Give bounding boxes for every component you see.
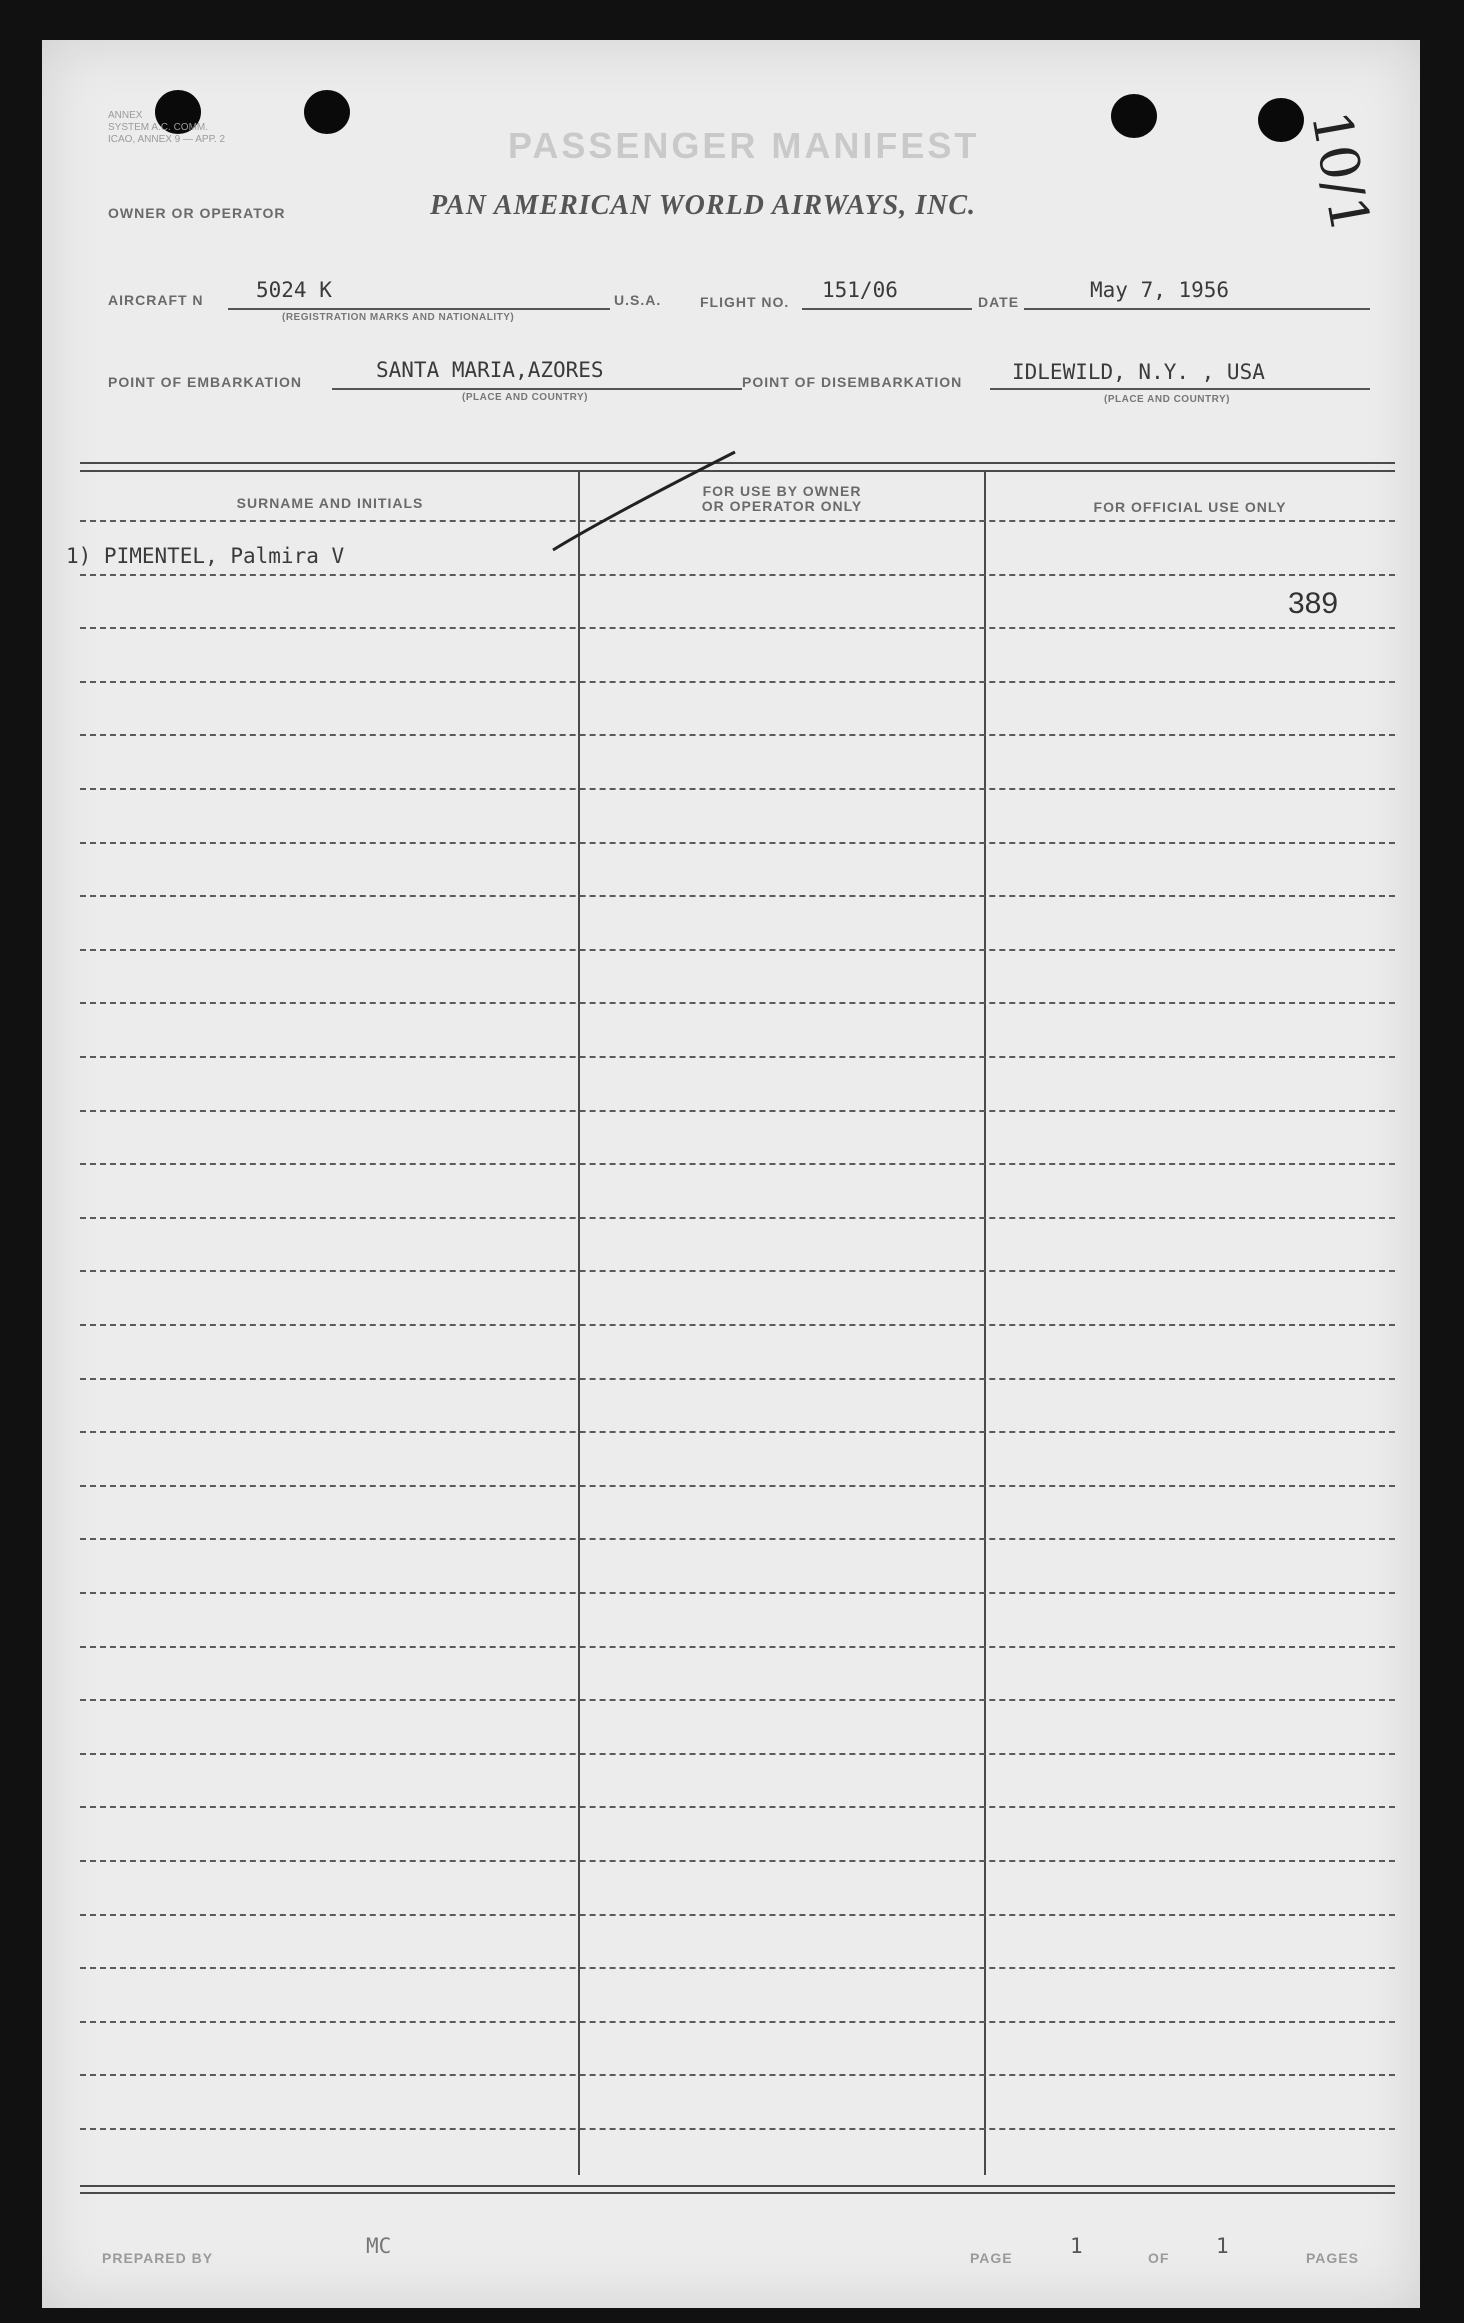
row-rule	[80, 1163, 1395, 1165]
row-rule	[80, 1646, 1395, 1648]
row-rule	[80, 1056, 1395, 1058]
punch-hole	[1258, 98, 1304, 142]
row-rule	[80, 1538, 1395, 1540]
page-label: PAGE	[970, 2250, 1013, 2266]
embarkation-sublabel: (PLACE AND COUNTRY)	[462, 392, 588, 403]
embarkation-label: POINT OF EMBARKATION	[108, 374, 302, 390]
aircraft-label: AIRCRAFT N	[108, 292, 204, 308]
operator-name: PAN AMERICAN WORLD AIRWAYS, INC.	[430, 190, 977, 221]
table-bottom-rule	[80, 2192, 1395, 2194]
row-rule	[80, 1110, 1395, 1112]
date-line	[1024, 308, 1370, 310]
row-rule	[80, 1753, 1395, 1755]
punch-hole	[1111, 94, 1157, 138]
disembarkation-label: POINT OF DISEMBARKATION	[742, 374, 963, 390]
official-number: 389	[1288, 587, 1339, 620]
row-rule	[80, 1431, 1395, 1433]
table-bottom-rule	[80, 2185, 1395, 2187]
row-rule	[80, 1378, 1395, 1380]
row-rule	[80, 949, 1395, 951]
of-value: 1	[1216, 2234, 1229, 2258]
page-value: 1	[1070, 2234, 1083, 2258]
row-rule	[80, 788, 1395, 790]
embarkation-value: SANTA MARIA,AZORES	[376, 358, 604, 382]
of-label: OF	[1148, 2250, 1170, 2266]
disembarkation-value: IDLEWILD, N.Y. , USA	[1012, 360, 1265, 384]
column-divider	[578, 470, 580, 2175]
flight-line	[802, 308, 972, 310]
aircraft-sublabel: (REGISTRATION MARKS AND NATIONALITY)	[282, 312, 515, 323]
row-rule	[80, 1270, 1395, 1272]
row-rule	[80, 1217, 1395, 1219]
flight-label: FLIGHT NO.	[700, 294, 790, 310]
handwritten-mark: 10/1	[1299, 106, 1383, 237]
prepared-value: MC	[366, 2234, 392, 2258]
row-rule	[80, 1914, 1395, 1916]
punch-hole	[304, 90, 350, 134]
date-value: May 7, 1956	[1090, 278, 1230, 302]
row-rule	[80, 1967, 1395, 1969]
row-rule	[80, 734, 1395, 736]
column-divider	[984, 470, 986, 2175]
row-rule	[80, 627, 1395, 629]
disembarkation-sublabel: (PLACE AND COUNTRY)	[1104, 394, 1230, 405]
row-rule	[80, 681, 1395, 683]
col-surname-header: SURNAME AND INITIALS	[236, 495, 424, 511]
check-mark	[545, 448, 745, 558]
row-rule	[80, 2021, 1395, 2023]
row-rule	[80, 1324, 1395, 1326]
pages-label: PAGES	[1306, 2250, 1359, 2266]
row-rule	[80, 1806, 1395, 1808]
disembarkation-line	[990, 388, 1370, 390]
usa-label: U.S.A.	[614, 292, 662, 308]
annex-reference: ANNEX SYSTEM A.C. COMM. ICAO, ANNEX 9 — APP. 2	[108, 110, 226, 145]
date-label: DATE	[978, 294, 1020, 310]
aircraft-line	[228, 308, 610, 310]
row-rule	[80, 1002, 1395, 1004]
passenger-name: 1) PIMENTEL, Palmira V	[66, 544, 345, 568]
row-rule	[80, 1592, 1395, 1594]
aircraft-value: 5024 K	[256, 278, 332, 302]
row-rule	[80, 2128, 1395, 2130]
row-rule	[80, 1485, 1395, 1487]
owner-label: OWNER OR OPERATOR	[108, 205, 286, 221]
embarkation-line	[332, 388, 742, 390]
row-rule	[80, 1860, 1395, 1862]
form-title: PASSENGER MANIFEST	[508, 125, 980, 166]
row-rule	[80, 1699, 1395, 1701]
flight-value: 151/06	[822, 278, 898, 302]
row-rule	[80, 574, 1395, 576]
prepared-label: PREPARED BY	[102, 2250, 214, 2266]
col-official-header: FOR OFFICIAL USE ONLY	[1093, 499, 1287, 515]
col-owner-header: FOR USE BY OWNER OR OPERATOR ONLY	[701, 483, 863, 514]
row-rule	[80, 895, 1395, 897]
row-rule	[80, 842, 1395, 844]
row-rule	[80, 2074, 1395, 2076]
